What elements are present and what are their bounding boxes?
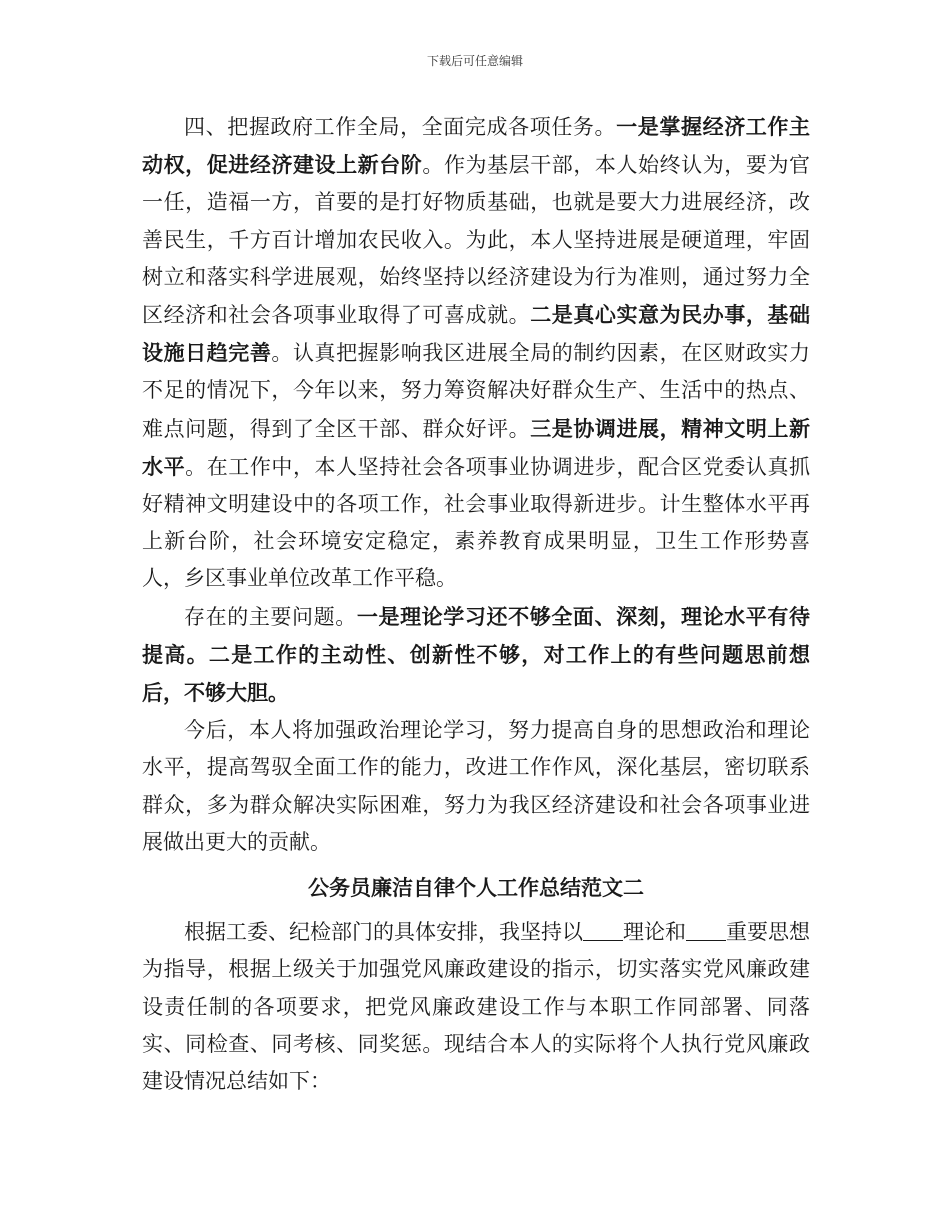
para1-bold-3: 三是协调进展，精神文明上新水平 <box>142 415 811 479</box>
blank-underline <box>686 919 726 941</box>
paragraph-government-work <box>142 108 810 598</box>
para4-text-3: 重要思想为指导，根据上级关于加强党风廉政建设的指示，切实落实党风廉政建设责任制的各项要求，把党风廉政建设工作与本职工作同部署、同落实、同检查、同考核、同奖惩。现结合本人的实际将个人执行党风廉政建设情况总结如下： <box>142 920 810 1094</box>
para1-text-2: 。作为基层干部，本人始终认为，要为官一任，造福一方，首要的是打好物质基础，也就是要大力进展经济，改善民生，千方百计增加农民收入。为此，本人坚持进展是硬道理，牢固树立和落实科学进展观，始终坚持以经济建设为行为准则，通过努力全区经济和社会各项事业取得了可喜成就。 <box>142 153 811 328</box>
paragraph-intro <box>142 914 810 1100</box>
para4-text-2: 理论和 <box>623 920 686 945</box>
section-title: 公务员廉洁自律个人工作总结范文二 <box>308 875 644 901</box>
blank-underline <box>583 919 623 941</box>
para1-bold-1: 一是掌握经济工作主动权，促进经济建设上新台阶 <box>142 114 811 178</box>
para1-text-4: 。在工作中，本人坚持社会各项事业协调进步，配合区党委认真抓好精神文明建设中的各项工作，社会事业取得新进步。计生整体水平再上新台阶，社会环境安定稳定，素养教育成果明显，卫生工作形势喜人，乡区事业单位改革工作平稳。 <box>142 454 811 591</box>
para1-bold-2: 二是真心实意为民办事，基础设施日趋完善 <box>142 302 811 366</box>
para2-bold-1: 一是理论学习还不够全面、深刻，理论水平有待提高。二是工作的主动性、创新性不够，对工作上的有些问题思前想后，不够大胆。 <box>142 603 811 706</box>
para2-text-1: 存在的主要问题。 <box>184 604 357 629</box>
page-header: 下载后可任意编辑 <box>426 54 523 68</box>
para4-text-1: 根据工委、纪检部门的具体安排，我坚持以 <box>184 920 583 945</box>
paragraph-problems <box>142 598 810 713</box>
document-body <box>142 108 810 1100</box>
paragraph-future: 今后，本人将加强政治理论学习，努力提高自身的思想政治和理论水平，提高驾驭全面工作的能力，改进工作作风，深化基层，密切联系群众，多为群众解决实际困难，努力为我区经济建设和社会各项事业进展做出更大的贡献。 <box>142 718 810 854</box>
para1-text-1: 四、把握政府工作全局，全面完成各项任务。 <box>184 115 617 139</box>
para1-text-3: 。认真把握影响我区进展全局的制约因素，在区财政实力不足的情况下，今年以来，努力筹资解决好群众生产、生活中的热点、难点问题，得到了全区干部、群众好评。 <box>142 341 811 441</box>
